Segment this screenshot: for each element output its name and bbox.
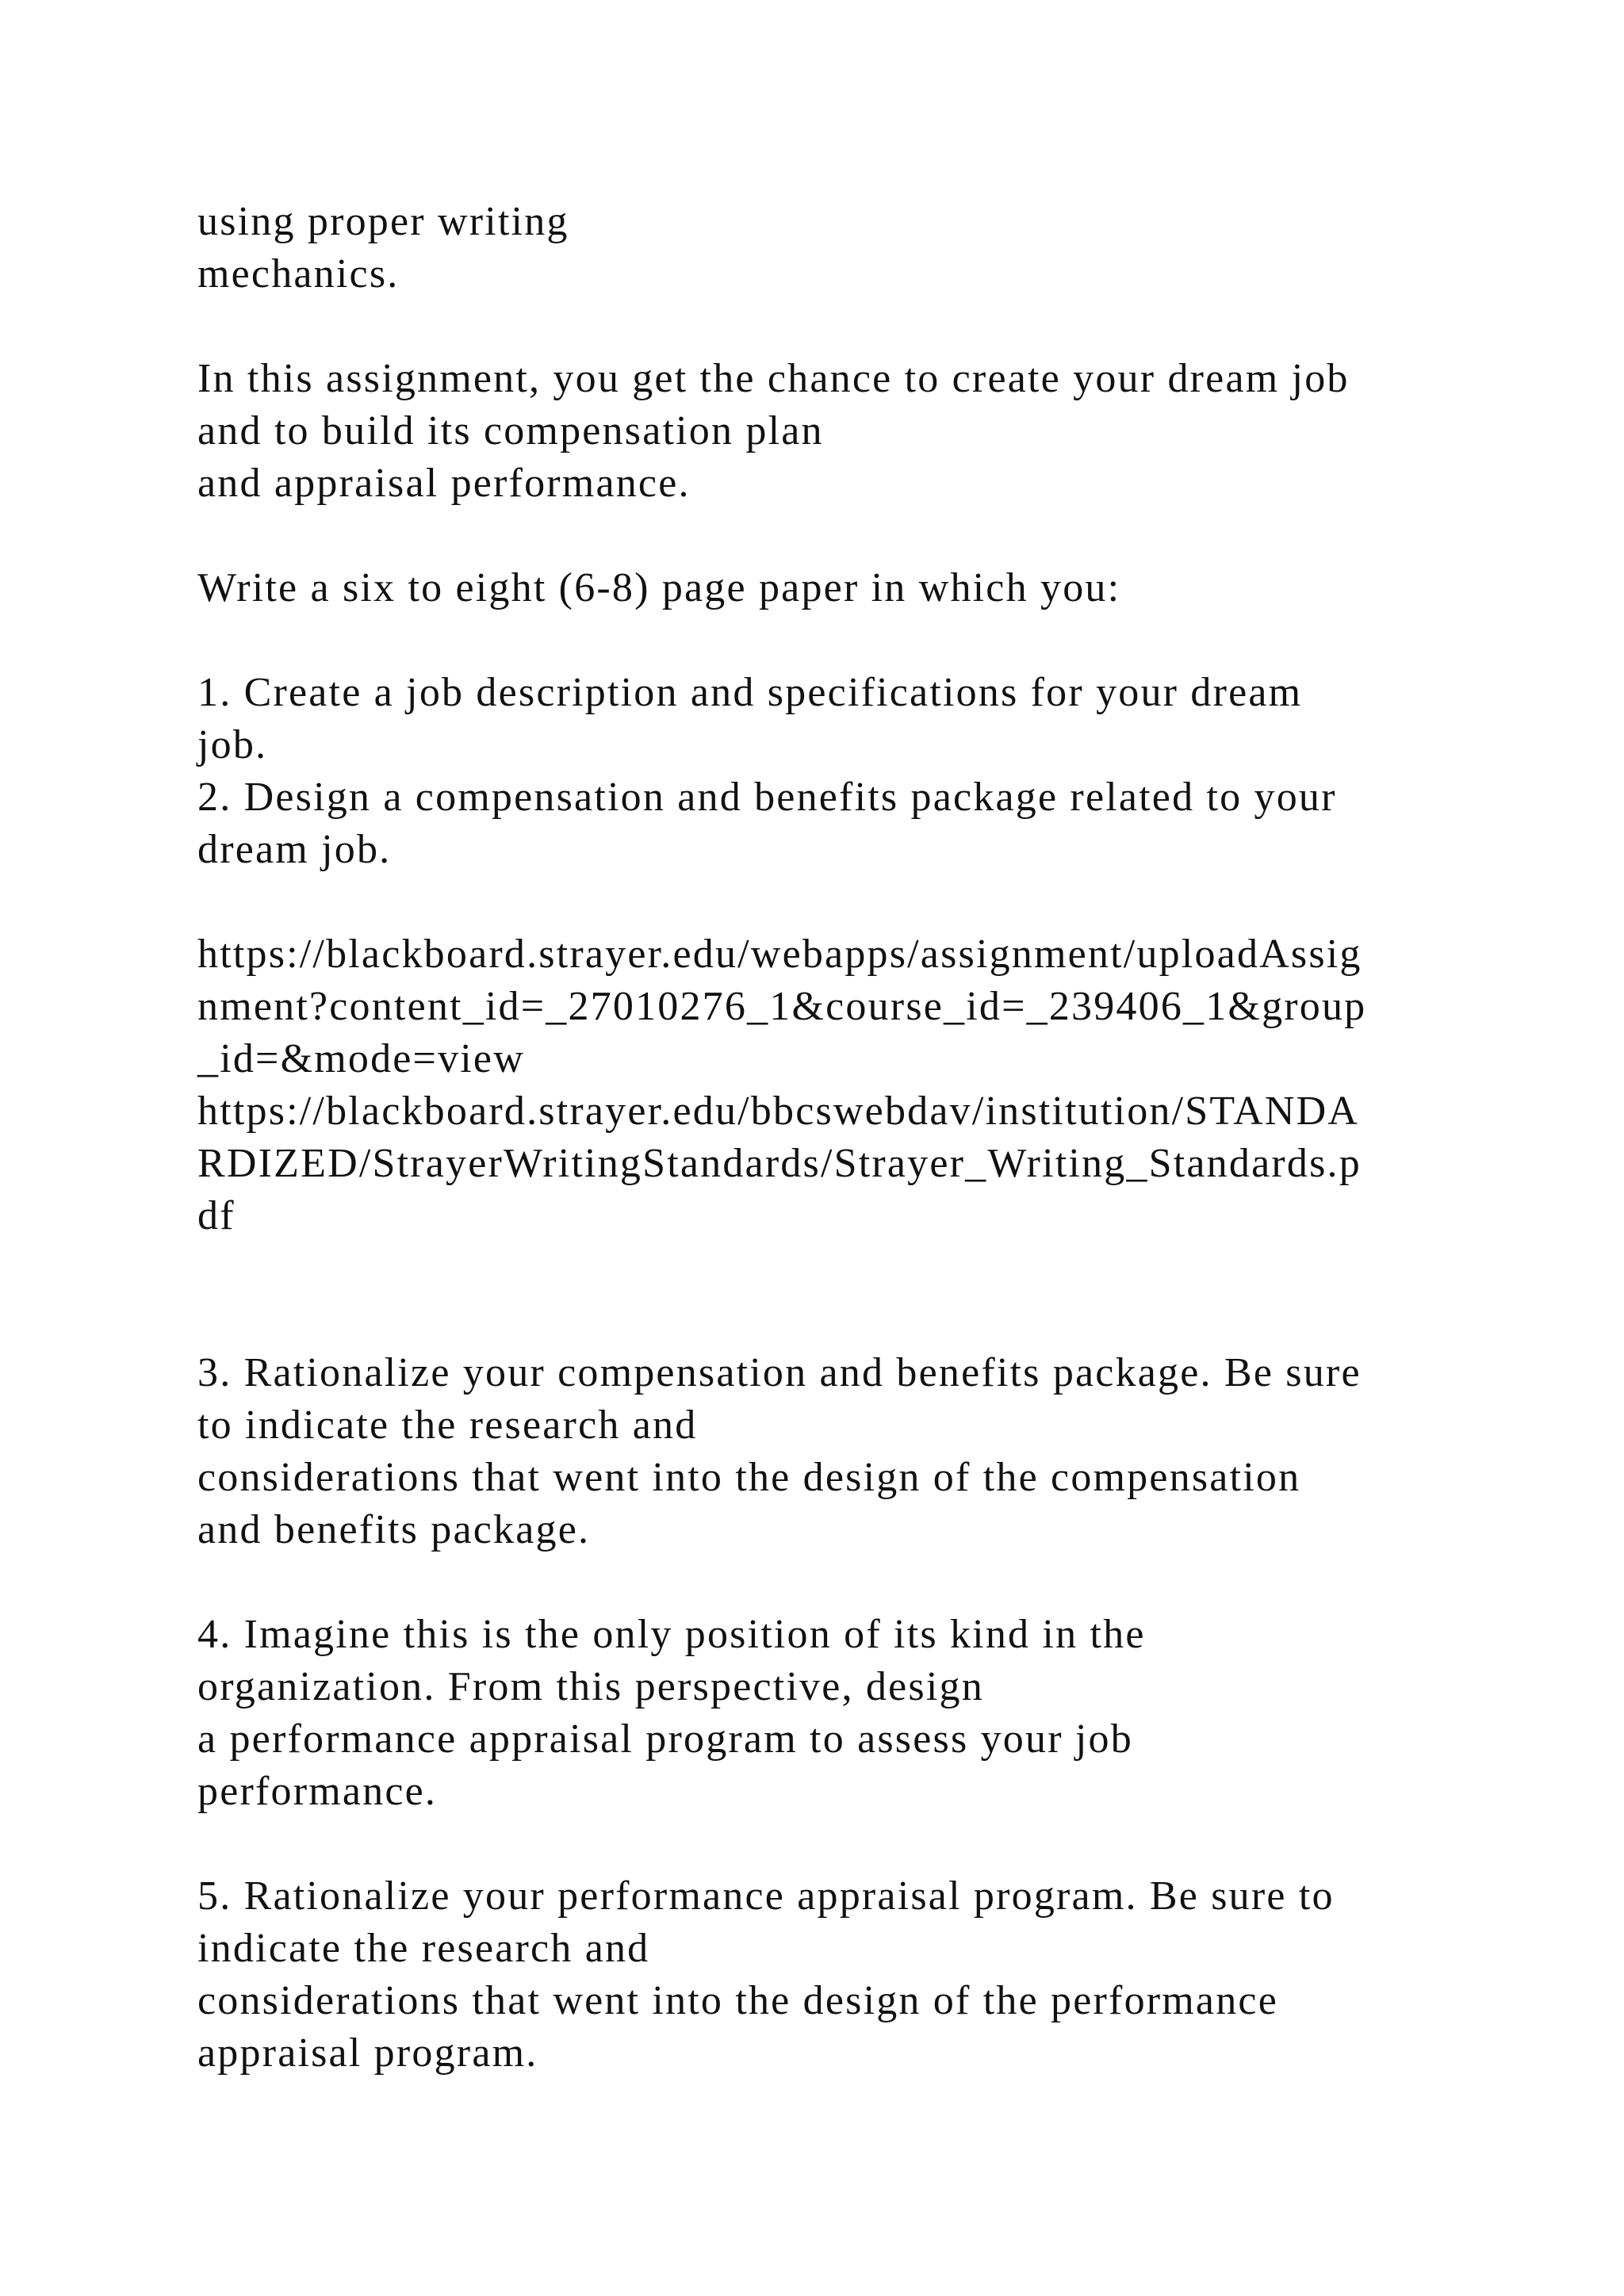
text-line: mechanics. xyxy=(197,251,400,297)
standards-url-line: df xyxy=(197,1193,236,1238)
assignment-url-line: nment?content_id=_27010276_1&course_id=_239406_1&group xyxy=(197,984,1367,1029)
assignment-url-line: _id=&mode=view xyxy=(197,1036,525,1081)
list-item-1-line: job. xyxy=(197,722,268,767)
list-item-2-line: 2. Design a compensation and benefits package related to your xyxy=(197,775,1337,820)
list-item-3-line: and benefits package. xyxy=(197,1507,591,1552)
standards-url-line: https://blackboard.strayer.edu/bbcswebdav/institution/STANDA xyxy=(197,1089,1360,1134)
list-item-1-line: 1. Create a job description and specifications for your dream xyxy=(197,670,1303,715)
list-item-3-line: to indicate the research and xyxy=(197,1402,698,1448)
assignment-url-line: https://blackboard.strayer.edu/webapps/assignment/uploadAssig xyxy=(197,932,1362,977)
list-item-4-line: a performance appraisal program to assess your job xyxy=(197,1716,1133,1762)
list-item-5-line: 5. Rationalize your performance appraisal program. Be sure to xyxy=(197,1873,1335,1919)
list-item-4-line: performance. xyxy=(197,1769,438,1814)
text-line: In this assignment, you get the chance to create your dream job xyxy=(197,356,1350,401)
text-line: and to build its compensation plan xyxy=(197,408,824,453)
text-line: using proper writing xyxy=(197,199,569,244)
list-item-5-line: indicate the research and xyxy=(197,1926,650,1971)
text-line: and appraisal performance. xyxy=(197,461,691,506)
list-item-5-line: considerations that went into the design of the performance xyxy=(197,1978,1278,2023)
list-item-3-line: 3. Rationalize your compensation and benefits package. Be sure xyxy=(197,1350,1362,1395)
list-item-4-line: 4. Imagine this is the only position of its kind in the xyxy=(197,1612,1146,1657)
list-item-4-line: organization. From this perspective, design xyxy=(197,1664,984,1709)
text-line: Write a six to eight (6-8) page paper in which you: xyxy=(197,565,1121,610)
list-item-2-line: dream job. xyxy=(197,827,392,872)
list-item-3-line: considerations that went into the design of the compensation xyxy=(197,1455,1301,1500)
list-item-5-line: appraisal program. xyxy=(197,2030,538,2076)
standards-url-line: RDIZED/StrayerWritingStandards/Strayer_Writing_Standards.p xyxy=(197,1141,1362,1186)
